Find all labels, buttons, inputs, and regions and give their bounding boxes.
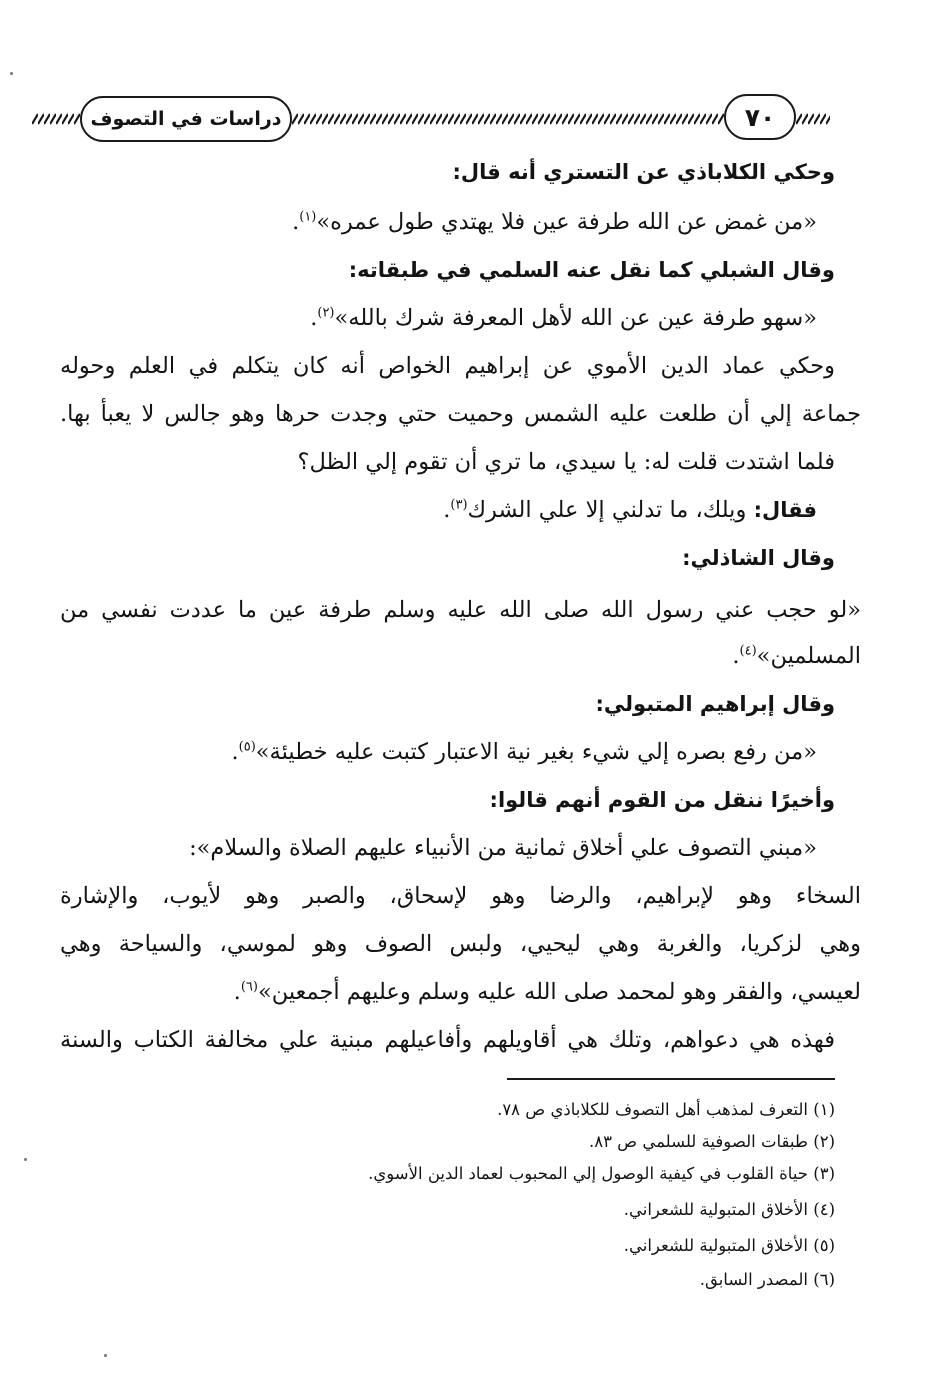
body-line <box>349 254 835 286</box>
body-text-run: وحكي عماد الدين الأموي عن إبراهيم الخواص أنه كان يتكلم في العلم وحوله <box>60 353 835 379</box>
body-text-run: . <box>310 305 318 331</box>
body-text-run: «لو حجب عني رسول الله صلى الله عليه وسلم طرفة عين ما عددت نفسي من <box>60 597 861 623</box>
body-text-run: جماعة إلي أن طلعت عليه الشمس وحميت حتي وجدت حرها وهو جالس لا يعبأ بها. <box>60 401 861 427</box>
body-line <box>682 542 835 574</box>
body-line <box>60 928 861 960</box>
body-line <box>60 350 835 382</box>
footnote-marker: (٣) <box>450 497 468 513</box>
body-line <box>298 446 835 478</box>
page-number-box <box>724 94 796 140</box>
body-text-run: فلما اشتدت قلت له: يا سيدي، ما تري أن تقوم إلي الظل؟ <box>297 449 835 475</box>
footnote-3: (٣) حياة القلوب في كيفية الوصول إلي المحبوب لعماد الدين الأسوي. <box>368 1164 835 1183</box>
body-text-run: وقال إبراهيم المتبولي: <box>595 692 835 716</box>
body-line <box>60 594 861 626</box>
body-text-run: لعيسي، والفقر وهو لمحمد صلى الله عليه وسلم وعليهم أجمعين» <box>257 979 861 1005</box>
body-text-run: وحكي الكلاباذي عن التستري أنه قال: <box>452 160 835 184</box>
scan-speck <box>10 72 13 75</box>
body-text-run: وهي لزكريا، والغربة وهي ليحيي، ولبس الصوف وهو لموسي، والسياحة وهي <box>60 931 861 957</box>
page-number: ٧٠ <box>744 102 776 132</box>
footnote-marker: (٢) <box>317 305 335 321</box>
body-text-run: . <box>233 979 241 1005</box>
header-rope-ornament-middle <box>292 113 724 125</box>
book-title: دراسات في التصوف <box>90 108 282 130</box>
body-text-run: وأخيرًا ننقل من القوم أنهم قالوا: <box>489 788 835 812</box>
body-text-run: المسلمين» <box>756 643 861 669</box>
scan-speck <box>24 1158 27 1161</box>
body-line <box>60 1024 835 1056</box>
body-line <box>732 640 861 672</box>
footnote-2: (٢) طبقات الصوفية للسلمي ص ٨٣. <box>588 1132 835 1151</box>
body-text-run: وقال الشاذلي: <box>682 546 835 570</box>
body-text-run: فهذه هي دعواهم، وتلك هي أقاويلهم وأفاعيلهم مبنية علي مخالفة الكتاب والسنة <box>60 1027 835 1053</box>
header-rope-ornament-right <box>796 113 830 125</box>
body-text-run: «من غمض عن الله طرفة عين فلا يهتدي طول عمره» <box>316 209 817 235</box>
body-line <box>60 880 861 912</box>
body-text-run: «سهو طرفة عين عن الله لأهل المعرفة شرك بالله» <box>334 305 817 331</box>
footnote-1: (١) التعرف لمذهب أهل التصوف للكلاباذي ص ٧٨. <box>497 1100 835 1119</box>
body-line <box>292 206 817 238</box>
body-text-run: وقال الشبلي كما نقل عنه السلمي في طبقاته: <box>348 258 835 282</box>
footnote-marker: (٤) <box>739 643 757 659</box>
body-line <box>453 156 835 188</box>
footnote-marker: (١) <box>299 209 317 225</box>
running-header-title-box <box>80 96 292 142</box>
body-text-run: . <box>443 497 451 523</box>
body-text-run: . <box>292 209 300 235</box>
body-text-run: السخاء وهو لإبراهيم، والرضا وهو لإسحاق، والصبر وهو لأيوب، والإشارة <box>60 883 861 909</box>
body-text-run: ويلك، ما تدلني إلا علي الشرك <box>467 497 747 523</box>
footnote-separator <box>507 1078 835 1080</box>
footnote-4: (٤) الأخلاق المتبولية للشعراني. <box>623 1200 835 1219</box>
body-line <box>443 494 817 526</box>
body-line <box>310 302 817 334</box>
footnote-marker: (٦) <box>240 979 258 995</box>
footnote-5: (٥) الأخلاق المتبولية للشعراني. <box>623 1236 835 1255</box>
body-text-run: . <box>231 739 239 765</box>
header-rope-ornament-left <box>32 113 80 125</box>
footnote-marker: (٥) <box>238 739 256 755</box>
body-text-run: «مبني التصوف علي أخلاق ثمانية من الأنبياء عليهم الصلاة والسلام»: <box>189 835 817 861</box>
body-line <box>231 736 817 768</box>
body-line <box>490 784 835 816</box>
scan-speck <box>104 1354 107 1357</box>
footnote-6: (٦) المصدر السابق. <box>699 1270 835 1289</box>
body-text-run: . <box>732 643 740 669</box>
body-line <box>234 976 861 1008</box>
body-text-run: فقال: <box>746 498 817 522</box>
body-line <box>189 832 817 864</box>
body-line <box>596 688 835 720</box>
body-text-run: «من رفع بصره إلي شيء بغير نية الاعتبار كتبت عليه خطيئة» <box>255 739 817 765</box>
body-line <box>60 398 861 430</box>
